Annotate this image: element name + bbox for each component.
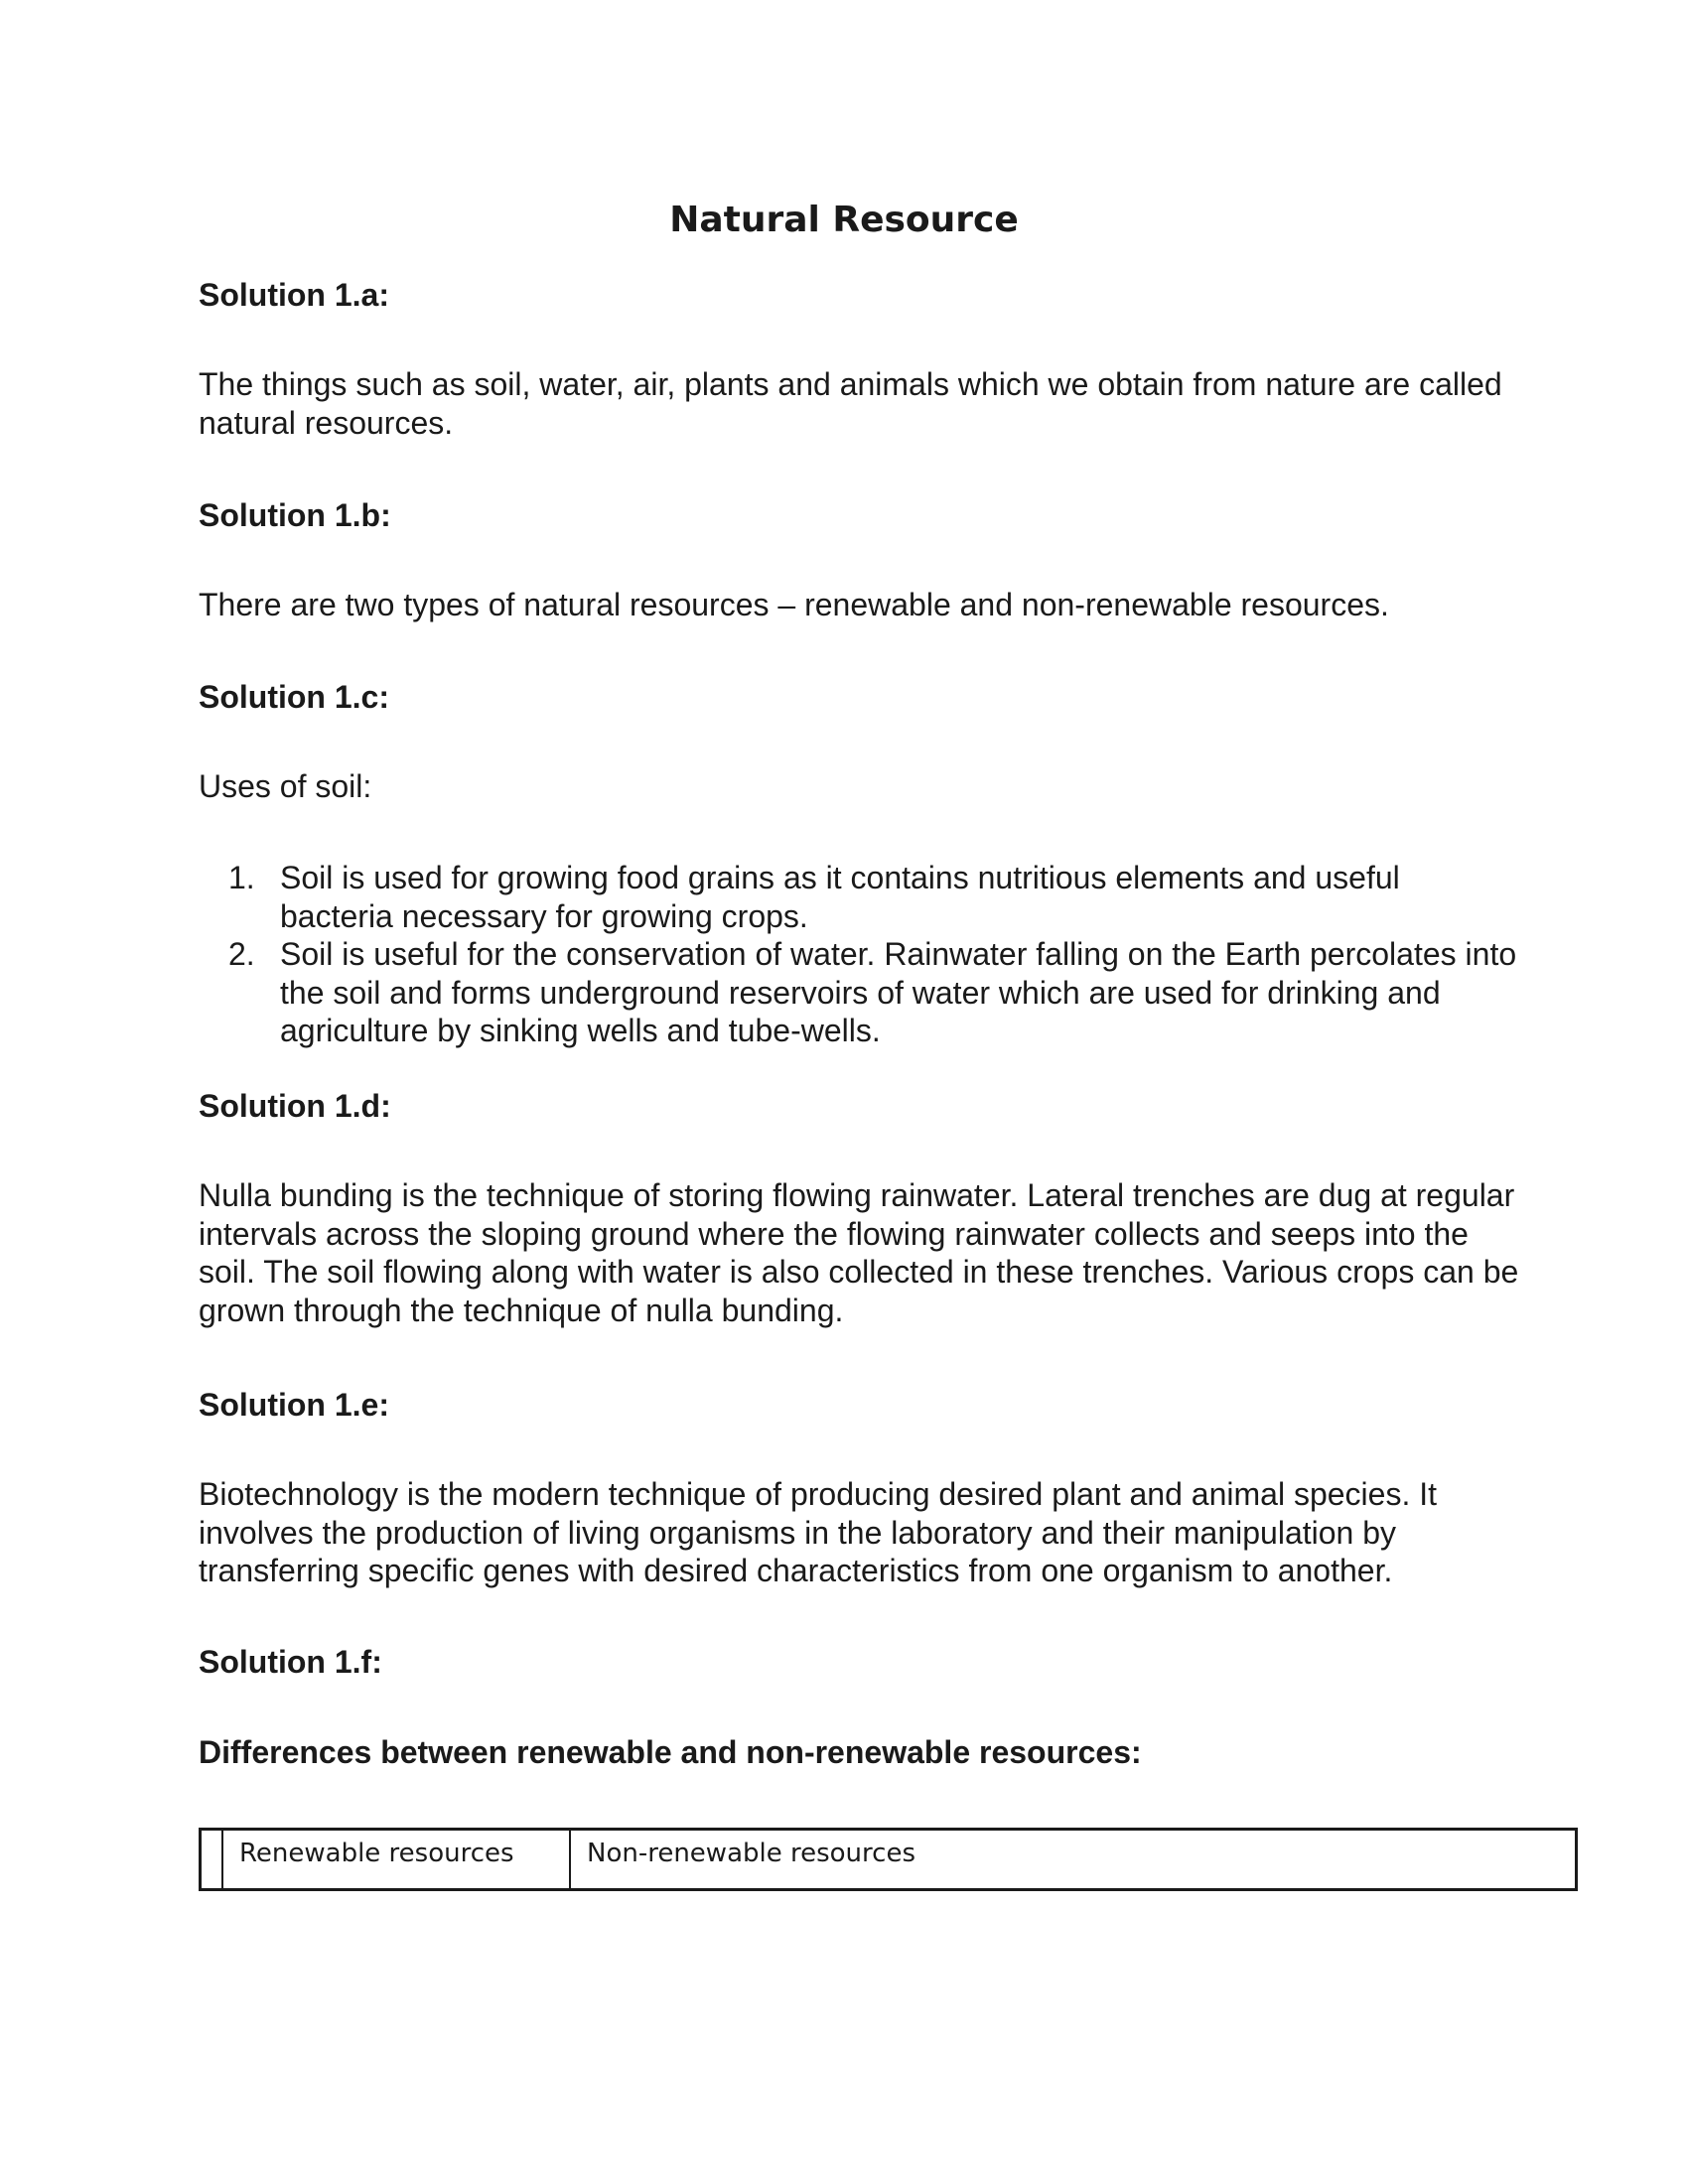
- solution-1f-heading: Solution 1.f:: [199, 1644, 382, 1680]
- list-item-text: Soil is used for growing food grains as it contains nutritious elements and useful bacteria necessary for growing crops.: [280, 860, 1400, 934]
- list-item: [199, 935, 1519, 1050]
- list-item: [199, 859, 1519, 935]
- table-cell-index: [201, 1830, 223, 1890]
- differences-table: [199, 1828, 1578, 1891]
- solution-1e-heading: Solution 1.e:: [199, 1387, 389, 1423]
- document-title: Natural Resource: [669, 200, 1019, 240]
- solution-1c-intro: Uses of soil:: [199, 768, 372, 804]
- differences-subheading: Differences between renewable and non-renewable resources:: [199, 1734, 1142, 1770]
- solution-1d-heading: Solution 1.d:: [199, 1088, 391, 1124]
- solution-1a-heading: Solution 1.a:: [199, 277, 389, 313]
- solution-1b-text: There are two types of natural resources – renewable and non-renewable resources.: [199, 587, 1389, 622]
- solution-1c-heading: Solution 1.c:: [199, 679, 389, 715]
- table-header-row: [201, 1830, 1577, 1890]
- table-header-renewable: Renewable resources: [222, 1830, 570, 1890]
- list-item-number: 1.: [228, 860, 255, 895]
- soil-uses-list: [199, 859, 1519, 1050]
- solution-1b-heading: Solution 1.b:: [199, 497, 391, 533]
- table-header-non-renewable: Non-renewable resources: [570, 1830, 1577, 1890]
- list-item-number: 2.: [228, 936, 255, 972]
- solution-1e-text: Biotechnology is the modern technique of producing desired plant and animal species. It involves the production of living organisms in the laboratory and their manipulation by transferring specific genes with desired characteristics from one organism to another.: [199, 1476, 1437, 1588]
- solution-1a-text: The things such as soil, water, air, plants and animals which we obtain from nature are called natural resources.: [199, 366, 1502, 441]
- solution-1d-text: Nulla bunding is the technique of storing flowing rainwater. Lateral trenches are dug at regular intervals across the sloping ground where the flowing rainwater collects and seeps into the soil. The soil flowing along with water is also collected in these trenches. Various crops can be grown through the technique of nulla bunding.: [199, 1177, 1519, 1328]
- list-item-text: Soil is useful for the conservation of water. Rainwater falling on the Earth percolates into the soil and forms underground reservoirs of water which are used for drinking and agriculture by sinking wells and tube-wells.: [280, 936, 1517, 1048]
